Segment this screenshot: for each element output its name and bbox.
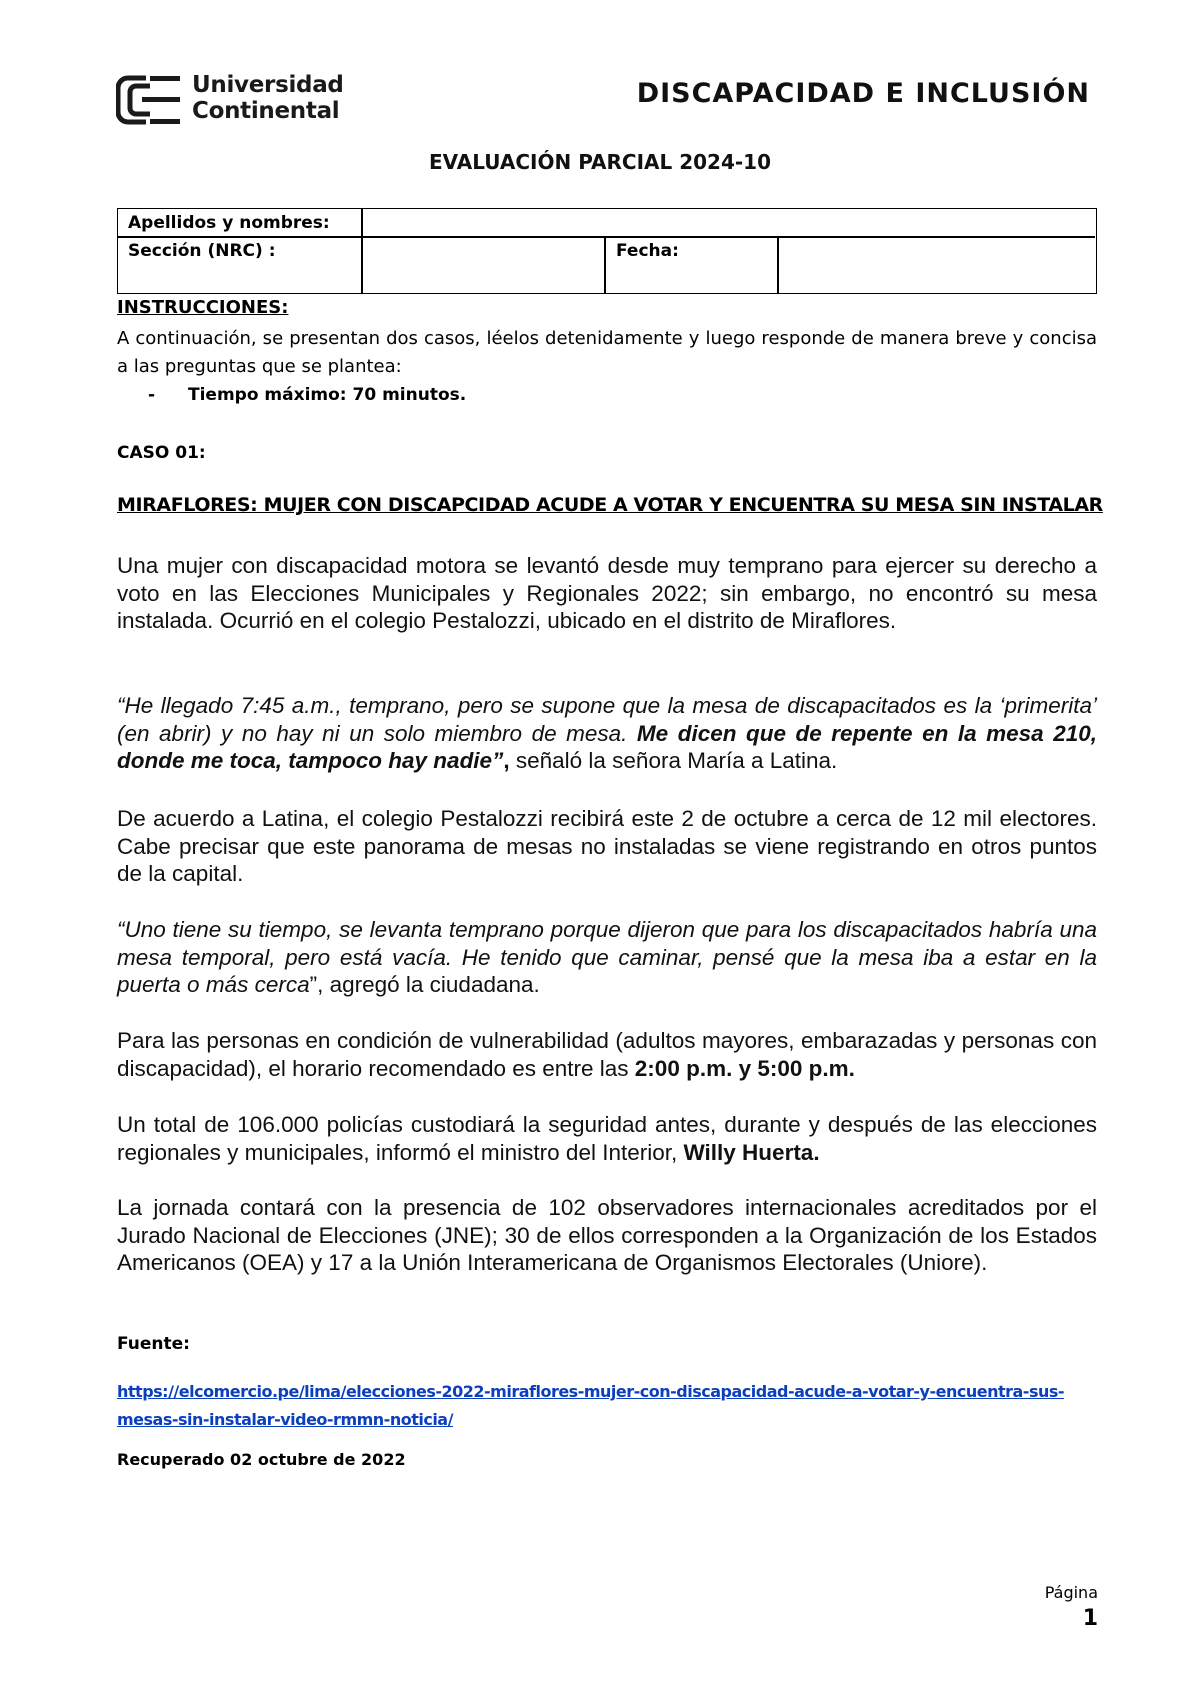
schedule-text: Para las personas en condición de vulnerabilidad (adultos mayores, embarazadas y personas con discapacidad), el horario recomendado es entre las bbox=[117, 1028, 1097, 1081]
instructions-text: A continuación, se presentan dos casos, léelos detenidamente y luego responde de manera breve y concisa a las preguntas que se plantea: bbox=[117, 328, 1097, 377]
bullet-dash: - bbox=[148, 385, 156, 405]
case-label: CASO 01: bbox=[117, 443, 206, 463]
source-label: Fuente: bbox=[117, 1334, 190, 1354]
time-limit-text: Tiempo máximo: 70 minutos. bbox=[188, 385, 467, 405]
exam-title: EVALUACIÓN PARCIAL 2024-10 bbox=[428, 150, 772, 174]
minister-name: Willy Huerta. bbox=[683, 1139, 820, 1165]
name-label: Apellidos y nombres: bbox=[128, 213, 330, 233]
logo-wordmark bbox=[192, 72, 344, 124]
section-label: Sección (NRC) : bbox=[128, 241, 276, 261]
logo-line-2: Continental bbox=[192, 98, 340, 124]
page-number: 1 bbox=[1082, 1606, 1098, 1631]
quote-bold-text: Me dicen que de repente en la mesa 210, donde me toca, tampoco hay nadie” bbox=[117, 720, 1097, 773]
case-paragraph-6 bbox=[117, 1111, 1097, 1166]
case-paragraph-3: De acuerdo a Latina, el colegio Pestalozzi recibirá este 2 de octubre a cerca de 12 mil electores. Cabe precisar que este panorama de mesas no instaladas se viene registrando en otros puntos de la capital. bbox=[117, 806, 1097, 886]
quote-text: “Uno tiene su tiempo, se levanta temprano porque dijeron que para los discapacitados habría una mesa temporal, pero está vacía. He tenido que caminar, pensé que la mesa iba a estar en la puerta o más cerca bbox=[117, 917, 1097, 997]
quote-text: “He llegado 7:45 a.m., temprano, pero se supone que la mesa de discapacitados es la ‘primerita’ (en abrir) y no hay ni un solo miembro de mesa. bbox=[117, 693, 1097, 746]
section-field[interactable] bbox=[363, 237, 603, 293]
quote-attribution: ”, agregó la ciudadana. bbox=[309, 972, 540, 997]
case-paragraph-7: La jornada contará con la presencia de 102 observadores internacionales acreditados por el Jurado Nacional de Elecciones (JNE); 30 de ellos corresponden a la Organización de los Estados Americanos (OEA) y 17 a la Unión Interamericana de Organismos Electorales (Uniore). bbox=[117, 1195, 1097, 1275]
date-label: Fecha: bbox=[616, 241, 679, 261]
time-limit-item bbox=[148, 385, 466, 405]
case-paragraph-1: Una mujer con discapacidad motora se levantó desde muy temprano para ejercer su derecho a voto en las Elecciones Municipales y Regionales 2022; sin embargo, no encontró su mesa instalada. Ocurrió en el colegio Pestalozzi, ubicado en el distrito de Miraflores. bbox=[117, 553, 1097, 633]
continental-logo-icon bbox=[116, 74, 182, 126]
recovered-date: Recuperado 02 octubre de 2022 bbox=[117, 1450, 406, 1469]
page-label: Página bbox=[1044, 1583, 1098, 1602]
logo-line-1: Universidad bbox=[192, 72, 344, 98]
course-title: DISCAPACIDAD E INCLUSIÓN bbox=[636, 78, 1090, 109]
case-paragraph-4 bbox=[117, 916, 1097, 999]
quote-attribution: señaló la señora María a Latina. bbox=[509, 748, 838, 773]
schedule-hours: 2:00 p.m. y 5:00 p.m. bbox=[634, 1055, 855, 1081]
university-logo bbox=[116, 68, 356, 130]
student-info-table bbox=[117, 208, 1097, 294]
date-field[interactable] bbox=[779, 237, 1095, 293]
security-text: Un total de 106.000 policías custodiará la seguridad antes, durante y después de las elecciones regionales y municipales, informó el ministro del Interior, bbox=[117, 1112, 1097, 1165]
source-link[interactable]: https://elcomercio.pe/lima/elecciones-2022-miraflores-mujer-con-discapacidad-acude-a-votar-y-encuentra-sus-mesas-sin-instalar-video-rmmn-noticia/ bbox=[117, 1382, 1065, 1429]
name-field[interactable] bbox=[363, 209, 1096, 237]
case-title: MIRAFLORES: MUJER CON DISCAPCIDAD ACUDE A VOTAR Y ENCUENTRA SU MESA SIN INSTALAR bbox=[117, 494, 1103, 516]
instructions-title: INSTRUCCIONES: bbox=[117, 297, 289, 318]
case-paragraph-5 bbox=[117, 1027, 1097, 1082]
quote-comma: , bbox=[503, 748, 510, 773]
case-paragraph-2 bbox=[117, 692, 1097, 775]
